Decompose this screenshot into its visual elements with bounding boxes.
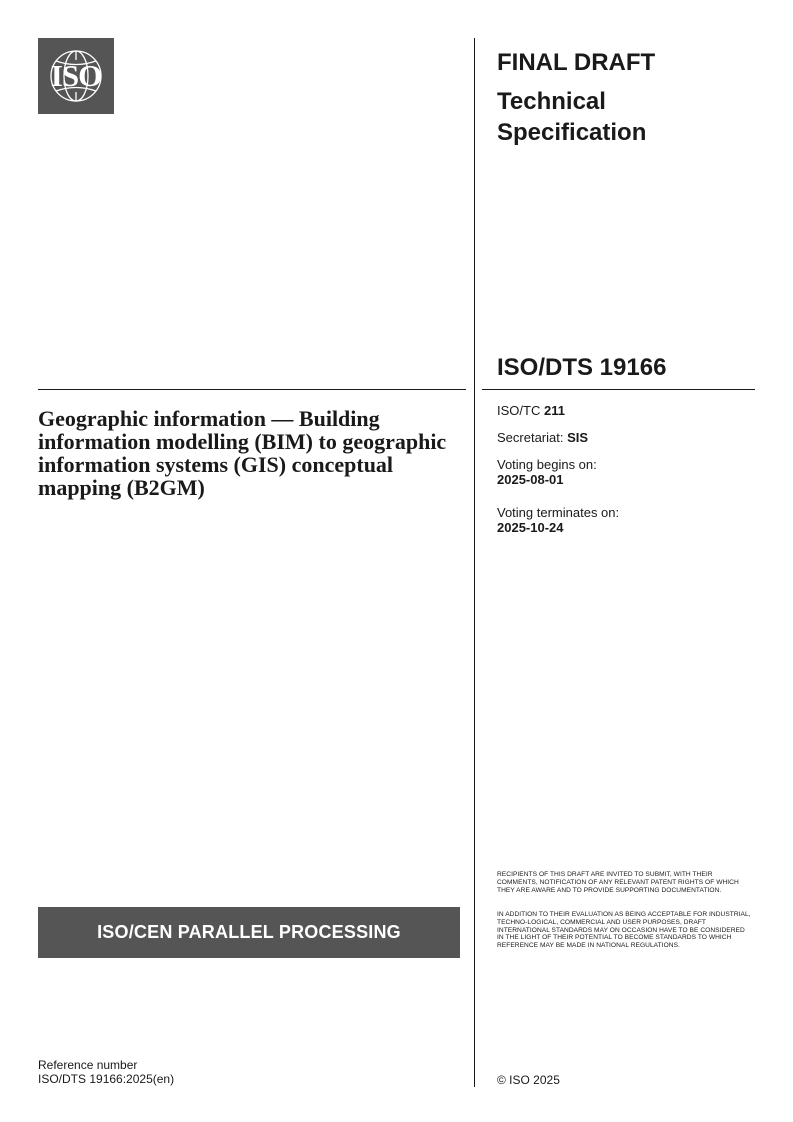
processing-banner	[38, 907, 460, 958]
voting-begins-value: 2025-08-01	[497, 472, 564, 487]
voting-begins	[497, 457, 597, 487]
document-number: ISO/DTS 19166	[497, 354, 667, 381]
secretariat	[497, 430, 588, 445]
secretariat-value: SIS	[567, 430, 589, 445]
document-title: Geographic information — Building information modelling (BIM) to geographic information systems (GIS) conceptual mapping (B2GM)	[38, 406, 447, 500]
reference-number	[38, 1058, 174, 1086]
processing-banner-text: ISO/CEN PARALLEL PROCESSING	[97, 922, 401, 942]
reference-number-value: ISO/DTS 19166:2025(en)	[38, 1072, 175, 1086]
document-stage: FINAL DRAFT	[497, 49, 656, 76]
voting-terminates-label: Voting terminates on:	[497, 505, 620, 520]
vertical-divider	[474, 38, 475, 1087]
document-type: Technical Specification	[497, 88, 647, 146]
committee	[497, 403, 565, 418]
voting-terminates-value: 2025-10-24	[497, 520, 564, 535]
document-number-rule	[482, 389, 755, 390]
reference-number-label: Reference number	[38, 1058, 138, 1072]
evaluation-notice: IN ADDITION TO THEIR EVALUATION AS BEING ACCEPTABLE FOR INDUSTRIAL, TECHNO-LOGICAL, COMMERCIAL AND USER PURPOSES, DRAFT INTERNATIONAL STANDARDS MAY ON OCCASION HAVE TO BE CONSIDERED IN THE LIGHT OF THEIR POTENTIAL TO BECOME STANDARDS TO WHICH REFERENCE MAY BE MADE IN NATIONAL REGULATIONS.	[497, 911, 751, 950]
secretariat-label: Secretariat:	[497, 430, 564, 445]
iso-logo-text: ISO	[50, 58, 102, 93]
voting-begins-label: Voting begins on:	[497, 457, 597, 472]
committee-label: ISO/TC	[497, 403, 541, 418]
iso-logo	[38, 38, 114, 114]
committee-value: 211	[543, 403, 565, 418]
patent-notice: RECIPIENTS OF THIS DRAFT ARE INVITED TO SUBMIT, WITH THEIR COMMENTS, NOTIFICATION OF ANY RELEVANT PATENT RIGHTS OF WHICH THEY ARE AWARE AND TO PROVIDE SUPPORTING DOCUMENTATION.	[497, 871, 739, 894]
copyright: © ISO 2025	[497, 1073, 560, 1087]
voting-terminates	[497, 505, 619, 535]
title-rule	[38, 389, 466, 390]
